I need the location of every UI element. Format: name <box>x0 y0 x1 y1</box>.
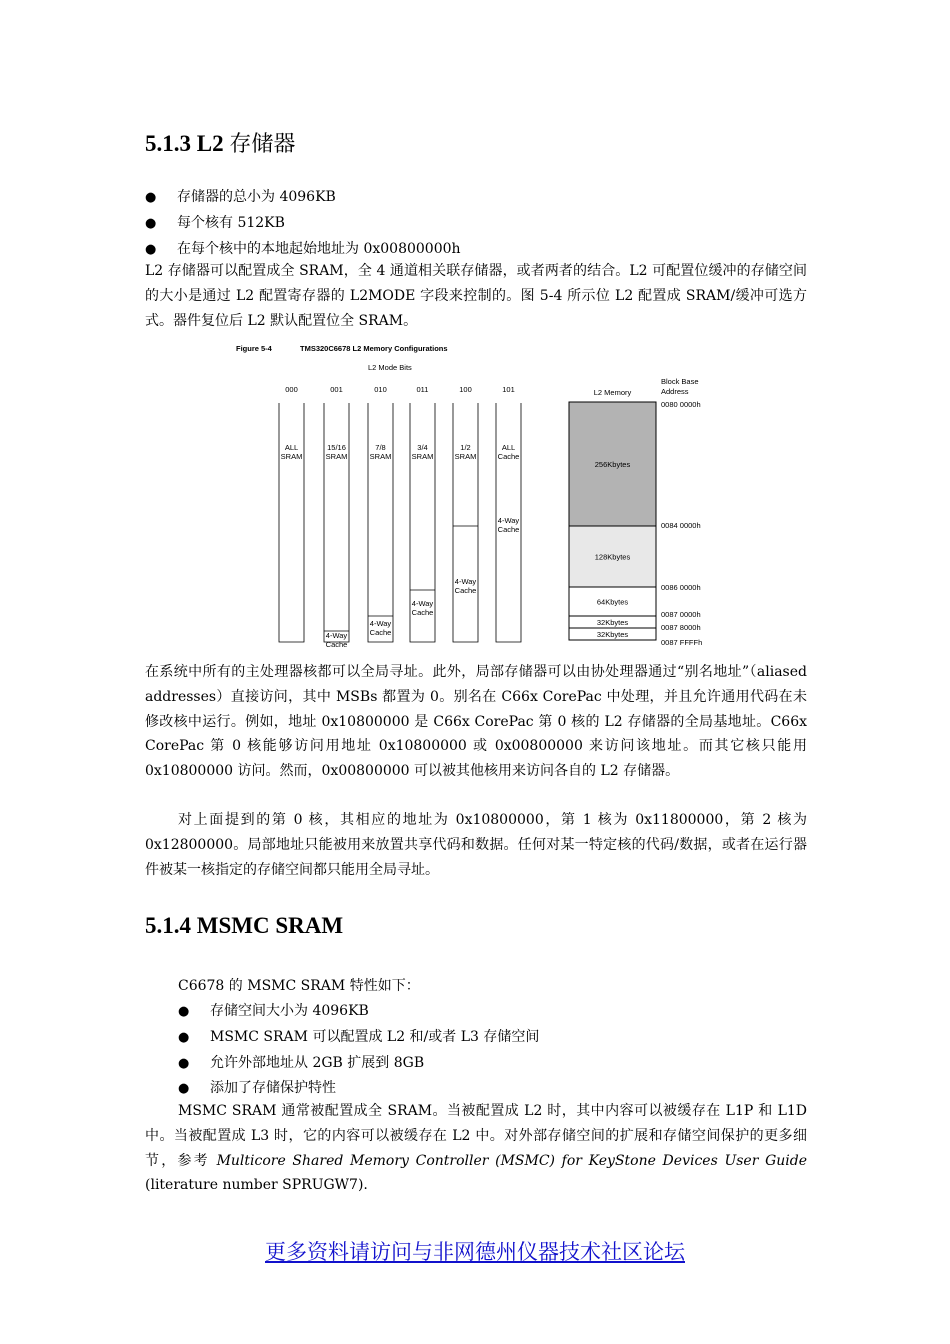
base-address-header: Address <box>661 387 689 396</box>
config-column <box>368 403 393 642</box>
block-address: 0087 8000h <box>661 623 701 632</box>
memory-label: L2 Memory <box>593 388 632 397</box>
paragraph-l2-config: L2 存储器可以配置成全 SRAM，全 4 通道相关联存储器，或者两者的结合。L2 可配置位缓冲的存储空间的大小是通过 L2 配置寄存器的 L2MODE 字段来控制的。图 5-4 所示位 L2 配置成 SRAM/缓冲可选方式。器件复位后 L2 默认配置位全 SRAM。 <box>145 263 807 329</box>
paragraph-core-addresses: 对上面提到的第 0 核，其相应的地址为 0x10800000，第 1 核为 0x11800000，第 2 核为 0x12800000。局部地址只能被用来放置共享代码和数据。任何对某一特定核的代码/数据，或者在运行器件被某一核指定的存储空间都只能用全局寻址。 <box>145 812 807 878</box>
column-label: 15/16 <box>327 443 346 452</box>
section-number: 5.1.3 L2 <box>145 131 224 156</box>
block-address: 0086 0000h <box>661 583 701 592</box>
column-label: Cache <box>497 452 520 461</box>
mode-code: 000 <box>285 385 298 394</box>
memory-block-label: 64Kbytes <box>596 597 629 607</box>
l2-memory-config-figure <box>230 340 730 652</box>
paragraph-global-addressing: 在系统中所有的主处理器核都可以全局寻址。此外，局部存储器可以由协处理器通过“别名地址”（aliased addresses）直接访问，其中 MSBs 都置为 0。别名在 C66x CorePac 中处理，并且允许通用代码在未修改核中运行。例如，地址 0x10800000 是 C66x CorePac 第 0 核的 L2 存储器的全局基地址。C66x CorePac 第 0 核能够访问用地址 0x10800000 或 0x00800000 来访问该地址。而其它核只能用 0x10800000 访问。然而，0x00800000 可以被其他核用来访问各自的 L2 存储器。 <box>145 664 807 780</box>
column-label: SRAM <box>411 452 434 461</box>
list-item: ● 在每个核中的本地起始地址为 0x00800000h <box>145 240 461 257</box>
mode-code: 011 <box>416 385 429 394</box>
bullet-list-l2 <box>145 185 461 262</box>
config-column <box>324 403 349 642</box>
column-cache-label: Cache <box>411 608 434 617</box>
footer-forum-link[interactable]: 更多资料请访问与非网德州仪器技术社区论坛 <box>265 1240 685 1264</box>
base-address-header: Block Base <box>661 377 699 386</box>
list-item: ● 添加了存储保护特性 <box>178 1080 336 1097</box>
bullet-list-msmc <box>178 999 539 1102</box>
column-cache-label: 4-Way <box>497 516 520 525</box>
mode-bits-label: L2 Mode Bits <box>368 363 412 372</box>
column-label: ALL <box>284 443 299 452</box>
column-cache-label: 4-Way <box>369 619 392 628</box>
list-item: ● MSMC SRAM 可以配置成 L2 和/或者 L3 存储空间 <box>178 1028 540 1045</box>
column-label: ALL <box>501 443 516 452</box>
mode-code: 001 <box>330 385 343 394</box>
reference-title: Multicore Shared Memory Controller (MSMC) for KeyStone Devices User Guide <box>216 1152 808 1169</box>
column-cache-label: Cache <box>325 640 348 649</box>
column-cache-label: Cache <box>369 628 392 637</box>
column-label: 7/8 <box>375 443 386 452</box>
list-item: ● 存储器的总小为 4096KB <box>145 189 336 205</box>
column-cache-label: Cache <box>497 525 520 534</box>
memory-block-label: 256Kbytes <box>594 460 631 469</box>
msmc-intro: C6678 的 MSMC SRAM 特性如下： <box>178 978 420 994</box>
list-item: ● 存储空间大小为 4096KB <box>178 1003 369 1019</box>
block-address: 0087 0000h <box>661 610 701 619</box>
section-title: 存储器 <box>229 131 296 156</box>
memory-block-label: 128Kbytes <box>594 552 631 562</box>
list-item: ● 允许外部地址从 2GB 扩展到 8GB <box>178 1054 425 1071</box>
figure-title: TMS320C6678 L2 Memory Configurations <box>300 344 448 353</box>
section-heading-l2 <box>145 127 295 158</box>
paragraph-msmc: MSMC SRAM 通常被配置成全 SRAM。当被配置成 L2 时，其中内容可以被缓存在 L1P 和 L1D 中。当被配置成 L3 时，它的内容可以被缓存在 L2 中。对外部存储空间的扩展和存储空间保护的更多细节，参考 Multicore Shared Memory Controller (MSMC) for KeyStone Devices User Guide (literature number SPRUGW7). <box>145 1103 808 1194</box>
block-address: 0084 0000h <box>661 521 701 530</box>
config-column <box>279 403 304 642</box>
column-cache-label: 4-Way <box>454 577 477 586</box>
column-label: 3/4 <box>417 443 428 452</box>
column-label: SRAM <box>325 452 348 461</box>
block-address: 0087 FFFFh <box>661 638 703 647</box>
column-label: SRAM <box>280 452 303 461</box>
column-cache-label: Cache <box>454 586 477 595</box>
block-address: 0080 0000h <box>661 400 701 409</box>
figure-label: Figure 5-4 <box>236 344 272 353</box>
config-column <box>453 403 478 642</box>
column-cache-label: 4-Way <box>411 599 434 608</box>
memory-block-label: 32Kbytes <box>596 618 629 627</box>
mode-code: 010 <box>374 385 387 394</box>
memory-block-label: 32Kbytes <box>596 630 629 639</box>
column-label: SRAM <box>369 452 392 461</box>
column-label: SRAM <box>454 452 477 461</box>
column-label: 1/2 <box>460 443 471 452</box>
mode-code: 100 <box>459 385 472 394</box>
column-cache-label: 4-Way <box>325 631 348 640</box>
mode-code: 101 <box>502 385 515 394</box>
section-heading-msmc: 5.1.4 MSMC SRAM <box>145 913 344 938</box>
list-item: ● 每个核有 512KB <box>145 214 285 231</box>
